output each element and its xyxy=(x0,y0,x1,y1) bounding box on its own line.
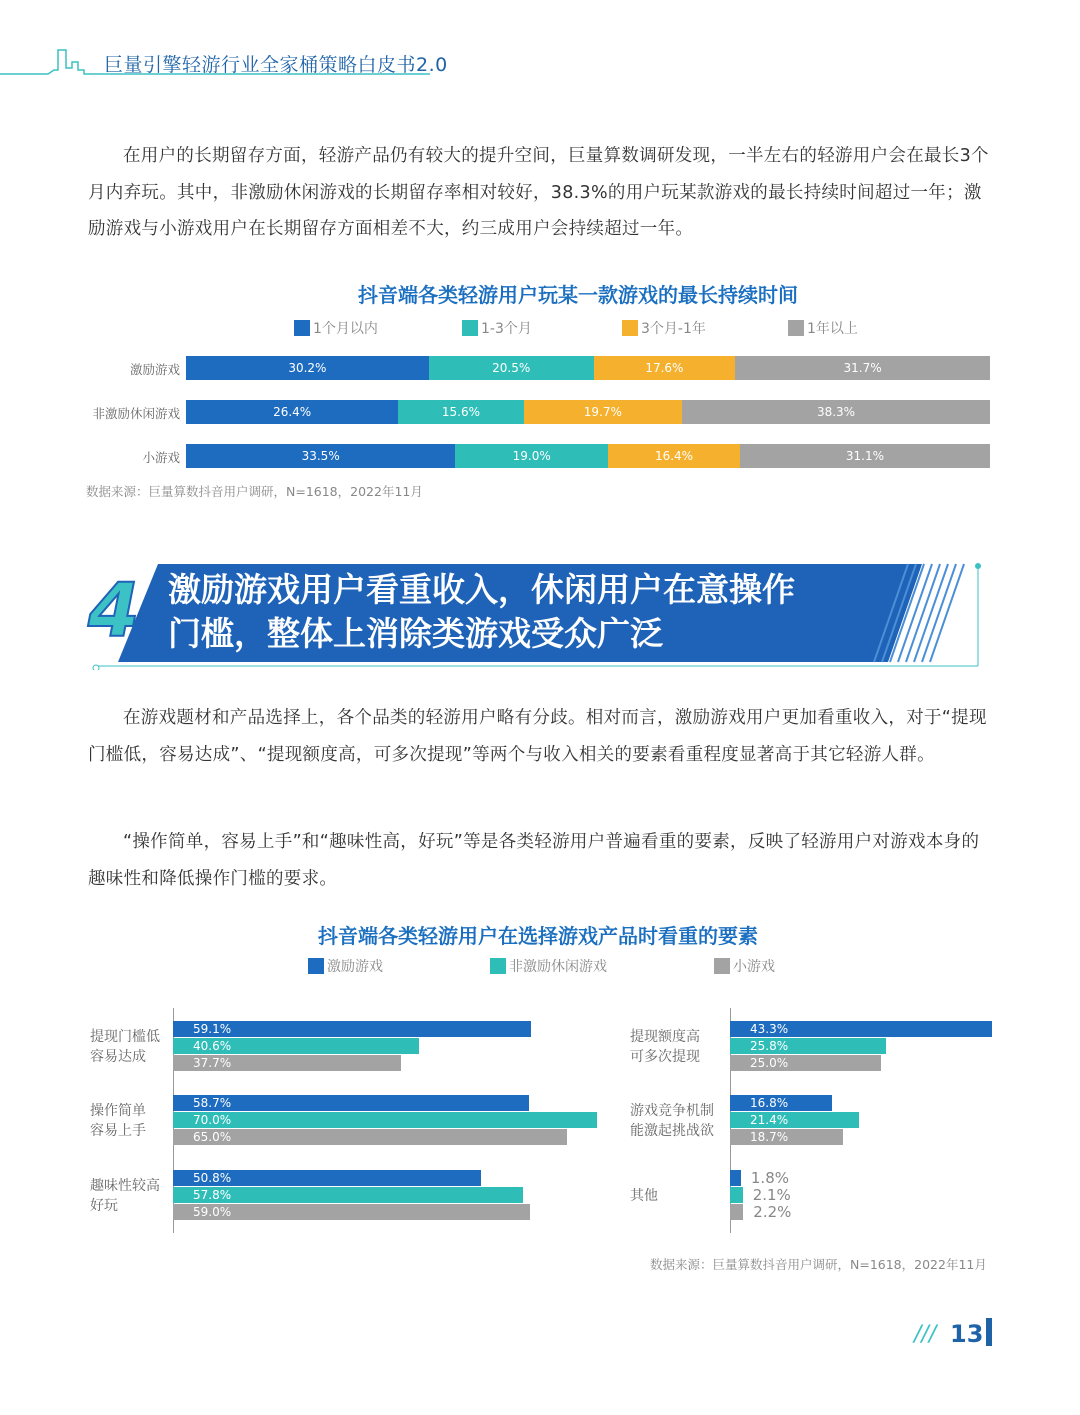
chart2-category-label-line: 提现额度高 xyxy=(630,1029,700,1045)
chart2-legend-item xyxy=(308,956,383,976)
chart2-bar xyxy=(173,1112,597,1128)
section-title-line2: 门槛，整体上消除类游戏受众广泛 xyxy=(168,614,663,653)
chart2-category-label-line: 操作简单 xyxy=(90,1103,146,1119)
body-text-1: 在游戏题材和产品选择上，各个品类的轻游用户略有分歧。相对而言，激励游戏用户更加看重收入，对于“提现门槛低，容易达成”、“提现额度高，可多次提现”等两个与收入相关的要素看重程度显著高于其它轻游人群。 xyxy=(88,708,987,765)
chart2-bar-value: 37.7% xyxy=(193,1056,232,1070)
chart2-category-label-line: 提现门槛低 xyxy=(90,1029,160,1045)
chart2-bar xyxy=(730,1112,859,1128)
chart1-legend xyxy=(0,318,1080,338)
chart2-legend xyxy=(0,956,1080,976)
section-number: 4 xyxy=(88,568,140,654)
chart2-bar-value: 2.2% xyxy=(753,1203,792,1221)
chart2-category-label-line: 容易达成 xyxy=(90,1049,146,1065)
chart2-bar xyxy=(730,1021,992,1037)
body-text-2: “操作简单，容易上手”和“趣味性高，好玩”等是各类轻游用户普遍看重的要素，反映了轻游用户对游戏本身的趣味性和降低操作门槛的要求。 xyxy=(88,832,980,889)
chart1-bar-segment: 38.3% xyxy=(682,400,990,424)
chart2-bar xyxy=(173,1021,531,1037)
chart1-category-label: 激励游戏 xyxy=(129,362,180,377)
chart2-bar-value: 57.8% xyxy=(193,1188,232,1202)
chart1-legend-swatch xyxy=(788,320,804,336)
body-paragraph-2 xyxy=(88,824,994,897)
chart1-bar-segment: 31.1% xyxy=(740,444,990,468)
chart2-category-label-line: 游戏竞争机制 xyxy=(630,1103,714,1119)
chart1-legend-swatch xyxy=(294,320,310,336)
chart1-bar-segment: 19.7% xyxy=(524,400,682,424)
chart1-source: 数据来源：巨量算数抖音用户调研，N=1618，2022年11月 xyxy=(86,484,423,499)
chart2-bar-value: 25.0% xyxy=(750,1056,789,1070)
chart1-bar-segment: 20.5% xyxy=(429,356,594,380)
chart2-bar xyxy=(173,1055,401,1071)
chart1-stacked-bars xyxy=(0,355,1080,475)
chart2-category-label-line: 趣味性较高 xyxy=(90,1178,160,1194)
chart2-legend-label: 小游戏 xyxy=(733,959,775,975)
chart1-legend-label: 3个月-1年 xyxy=(641,321,706,337)
intro-text: 在用户的长期留存方面，轻游产品仍有较大的提升空间，巨量算数调研发现，一半左右的轻游用户会在最长3个月内弃玩。其中，非激励休闲游戏的长期留存率相对较好，38.3%的用户玩某款游戏的最长持续时间超过一年；激励游戏与小游戏用户在长期留存方面相差不大，约三成用户会持续超过一年。 xyxy=(88,146,989,239)
chart2-title: 抖音端各类轻游用户在选择游戏产品时看重的要素 xyxy=(318,924,758,948)
chart2-legend-label: 激励游戏 xyxy=(327,959,383,975)
chart2-bar xyxy=(730,1055,881,1071)
chart2-bar xyxy=(173,1204,530,1220)
chart2-bar-value: 50.8% xyxy=(193,1171,232,1185)
chart2-bar xyxy=(173,1170,481,1186)
chart1-legend-label: 1-3个月 xyxy=(481,321,532,337)
page-number-bar xyxy=(986,1318,992,1346)
chart2-category-label xyxy=(90,1027,160,1067)
chart1-legend-swatch xyxy=(622,320,638,336)
chart2-bar xyxy=(173,1187,523,1203)
chart2-grouped-bars xyxy=(0,1000,1080,1240)
chart2-bar-value: 40.6% xyxy=(193,1039,232,1053)
chart2-bar xyxy=(730,1170,741,1186)
chart2-bar xyxy=(173,1095,529,1111)
chart1-title: 抖音端各类轻游用户玩某一款游戏的最长持续时间 xyxy=(358,283,798,307)
chart1-bar-segment: 17.6% xyxy=(594,356,736,380)
chart1-legend-item xyxy=(622,318,706,338)
page-decoration-slashes: /// xyxy=(914,1322,937,1347)
chart1-bar-row xyxy=(186,356,990,380)
chart1-legend-item xyxy=(788,318,858,338)
chart2-legend-label: 非激励休闲游戏 xyxy=(509,959,607,975)
chart2-category-label xyxy=(90,1101,146,1141)
chart2-bar-value: 59.0% xyxy=(193,1205,232,1219)
header-title: 巨量引擎轻游行业全家桶策略白皮书2.0 xyxy=(104,54,448,76)
chart2-bar xyxy=(730,1187,743,1203)
chart1-category-label: 小游戏 xyxy=(142,450,180,465)
chart2-legend-swatch xyxy=(490,958,506,974)
chart1-bar-row xyxy=(186,400,990,424)
chart1-bar-segment: 16.4% xyxy=(608,444,740,468)
chart2-bar-value: 18.7% xyxy=(750,1130,789,1144)
chart2-category-label xyxy=(630,1101,714,1141)
chart1-legend-swatch xyxy=(462,320,478,336)
chart2-bar-value: 70.0% xyxy=(193,1113,232,1127)
intro-paragraph xyxy=(88,138,994,248)
page-number: 13 xyxy=(950,1320,984,1348)
body-paragraph-1 xyxy=(88,700,994,773)
chart2-bar-value: 1.8% xyxy=(750,1169,789,1187)
chart1-bar-row xyxy=(186,444,990,468)
chart2-legend-item xyxy=(714,956,775,976)
chart1-bar-segment: 31.7% xyxy=(735,356,990,380)
chart2-category-label-line: 其他 xyxy=(630,1188,658,1204)
chart2-bar xyxy=(730,1095,832,1111)
chart1-legend-label: 1年以上 xyxy=(807,321,858,337)
chart2-legend-swatch xyxy=(308,958,324,974)
chart2-legend-swatch xyxy=(714,958,730,974)
chart2-category-label xyxy=(630,1186,658,1206)
chart2-bar xyxy=(730,1204,743,1220)
chart2-bar-value: 16.8% xyxy=(750,1096,789,1110)
chart2-legend-item xyxy=(490,956,607,976)
chart2-bar-value: 58.7% xyxy=(193,1096,232,1110)
chart1-bar-segment: 30.2% xyxy=(186,356,429,380)
chart2-bar xyxy=(173,1129,567,1145)
chart1-bar-segment: 19.0% xyxy=(455,444,608,468)
chart1-legend-label: 1个月以内 xyxy=(313,321,378,337)
chart2-bar-value: 59.1% xyxy=(193,1022,232,1036)
chart2-category-label xyxy=(90,1176,160,1216)
chart1-category-label: 非激励休闲游戏 xyxy=(92,406,180,421)
chart2-bar-value: 21.4% xyxy=(750,1113,789,1127)
chart2-bar xyxy=(173,1038,419,1054)
chart1-bar-segment: 26.4% xyxy=(186,400,398,424)
chart2-category-label-line: 能激起挑战欲 xyxy=(630,1123,714,1139)
chart2-bar-value: 25.8% xyxy=(750,1039,789,1053)
chart2-bar-value: 43.3% xyxy=(750,1022,789,1036)
chart2-category-label xyxy=(630,1027,700,1067)
section-title xyxy=(168,568,888,656)
chart2-category-label-line: 容易上手 xyxy=(90,1123,146,1139)
chart1-bar-segment: 15.6% xyxy=(398,400,523,424)
chart1-legend-item xyxy=(294,318,378,338)
chart2-category-label-line: 好玩 xyxy=(90,1198,118,1214)
chart2-source: 数据来源：巨量算数抖音用户调研，N=1618，2022年11月 xyxy=(650,1257,987,1272)
chart2-bar-value: 2.1% xyxy=(752,1186,791,1204)
chart2-bar xyxy=(730,1129,843,1145)
chart1-legend-item xyxy=(462,318,532,338)
chart2-bar-value: 65.0% xyxy=(193,1130,232,1144)
chart1-bar-segment: 33.5% xyxy=(186,444,455,468)
chart2-bar xyxy=(730,1038,886,1054)
chart2-category-label-line: 可多次提现 xyxy=(630,1049,700,1065)
section-title-line1: 激励游戏用户看重收入，休闲用户在意操作 xyxy=(168,570,795,609)
